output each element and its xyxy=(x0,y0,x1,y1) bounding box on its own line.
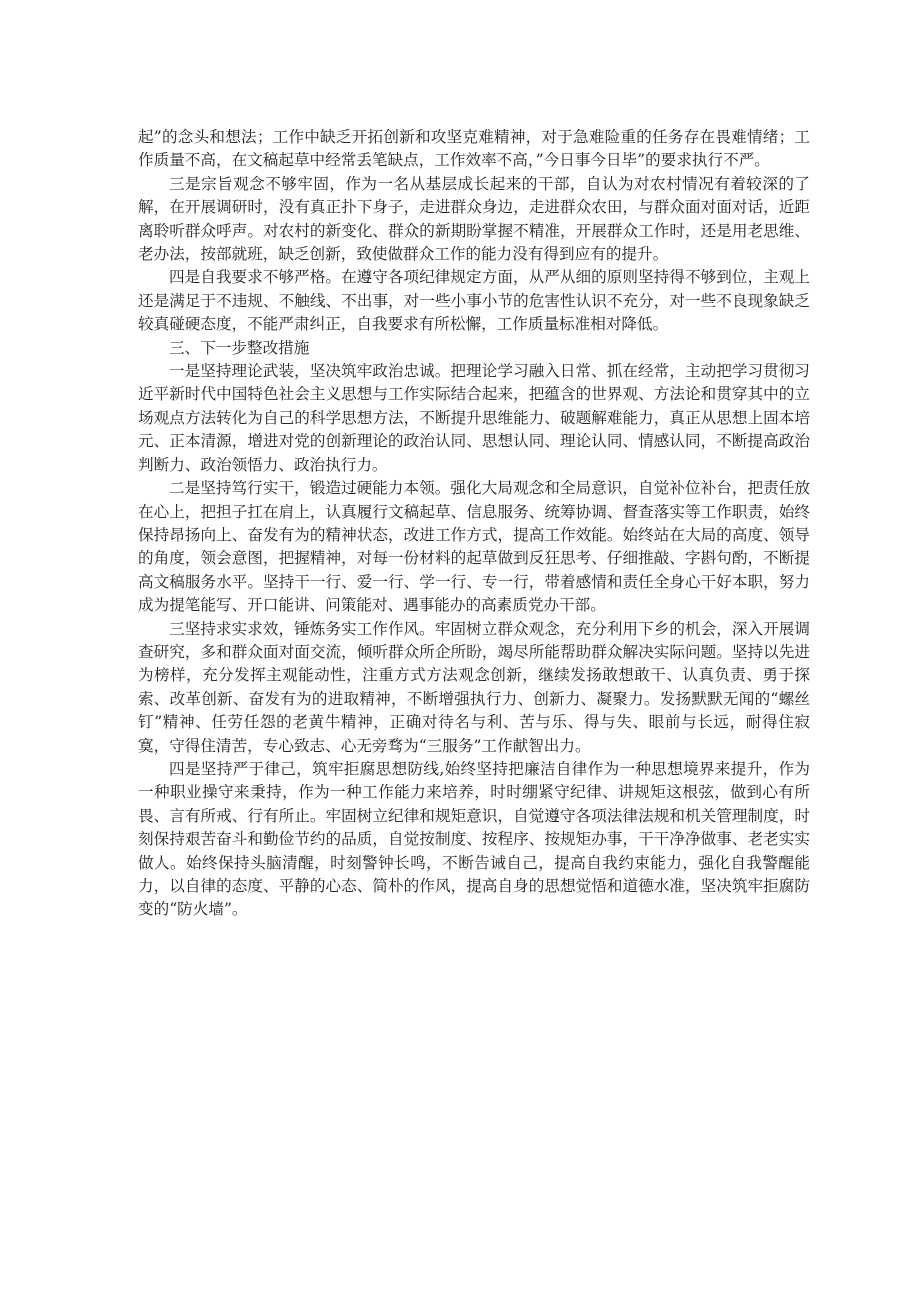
paragraph-work-style: 三坚持求实求效，锤炼务实工作作风。牢固树立群众观念，充分利用下乡的机会，深入开展调查研究，多和群众面对面交流，倾听群众所企所盼，竭尽所能帮助群众解决实际问题。坚持以先进为榜样，充分发挥主观能动性，注重方式方法观念创新，继续发扬敢想敢干、认真负责、勇于探索、改革创新、奋发有为的进取精神，不断增强执行力、创新力、凝聚力。发扬默默无闻的“螺丝钉”精神、任劳任怨的老黄牛精神，正确对待名与利、苦与乐、得与失、眼前与长远，耐得住寂寞，守得住清苦，专心致志、心无旁骛为“三服务”工作献智出力。 xyxy=(138,619,810,755)
paragraph-continuation: 起”的念头和想法；工作中缺乏开拓创新和攻坚克难精神，对于急难险重的任务存在畏难情绪；工作质量不高，在文稿起草中经常丢笔缺点，工作效率不高，”今日事今日毕”的要求执行不严。 xyxy=(138,128,810,170)
paragraph-practical-work: 二是坚持笃行实干，锻造过硬能力本领。强化大局观念和全局意识，自觉补位补台，把责任放在心上，把担子扛在肩上，认真履行文稿起草、信息服务、统筹协调、督查落实等工作职责，始终保持昂扬向上、奋发有为的精神状态，改进工作方式，提高工作效能。始终站在大局的高度、领导的角度，领会意图，把握精神，对每一份材料的起草做到反狂思考、仔细推敲、字斟句酌，不断提高文稿服务水平。坚持干一行、爱一行、学一行、专一行，带着感情和责任全身心干好本职，努力成为提笔能写、开口能讲、问策能对、遇事能办的高素质党办干部。 xyxy=(138,479,810,615)
paragraph-strict-discipline: 四是坚持严于律己，筑牢拒腐思想防线,始终坚持把廉洁自律作为一种思想境界来提升，作为一种职业操守来秉持，作为一种工作能力来培养，时时绷紧守纪律、讲规矩这根弦，做到心有所畏、言有所戒、行有所止。牢固树立纪律和规矩意识，自觉遵守各项法律法规和机关管理制度，时刻保持艰苦奋斗和勤俭节约的品质，自觉按制度、按程序、按规矩办事，干干净净做事、老老实实做人。始终保持头脑清醒，时刻警钟长鸣，不断告诫自己，提高自我约束能力，强化自我警醒能力，以自律的态度、平静的心态、简朴的作风，提高自身的思想觉悟和道德水准，坚决筑牢拒腐防变的“防火墙”。 xyxy=(138,759,810,919)
paragraph-self-discipline: 四是自我要求不够严格。在遵守各项纪律规定方面，从严从细的原则坚持得不够到位，主观上还是满足于不违规、不触线、不出事，对一些小事小节的危害性认识不充分，对一些不良现象缺乏较真碰硬态度，不能严肃纠正，自我要求有所松懈，工作质量标准相对降低。 xyxy=(138,268,810,334)
paragraph-purpose-awareness: 三是宗旨观念不够牢固，作为一名从基层成长起来的干部，自认为对农村情况有着较深的了解，在开展调研时，没有真正扑下身子，走进群众身边，走进群众农田，与群众面对面对话，近距离聆听群众呼声。对农村的新变化、群众的新期盼掌握不精准，开展群众工作时，还是用老思维、老办法，按部就班，缺乏创新，致使做群众工作的能力没有得到应有的提升。 xyxy=(138,174,810,264)
section-heading-rectification: 三、下一步整改措施 xyxy=(169,338,310,357)
paragraph-theory-arming: 一是坚持理论武装，坚决筑牢政治忠诚。把理论学习融入日常、抓在经常，主动把学习贯彻习近平新时代中国特色社会主义思想与工作实际结合起来，把蕴含的世界观、方法论和贯穿其中的立场观点方法转化为自己的科学思想方法，不断提升思维能力、破题解难能力，真正从思想上固本培元、正本清源，增进对党的创新理论的政治认同、思想认同、理论认同、情感认同，不断提高政治判断力、政治领悟力、政治执行力。 xyxy=(138,362,810,474)
document-body xyxy=(138,126,810,922)
